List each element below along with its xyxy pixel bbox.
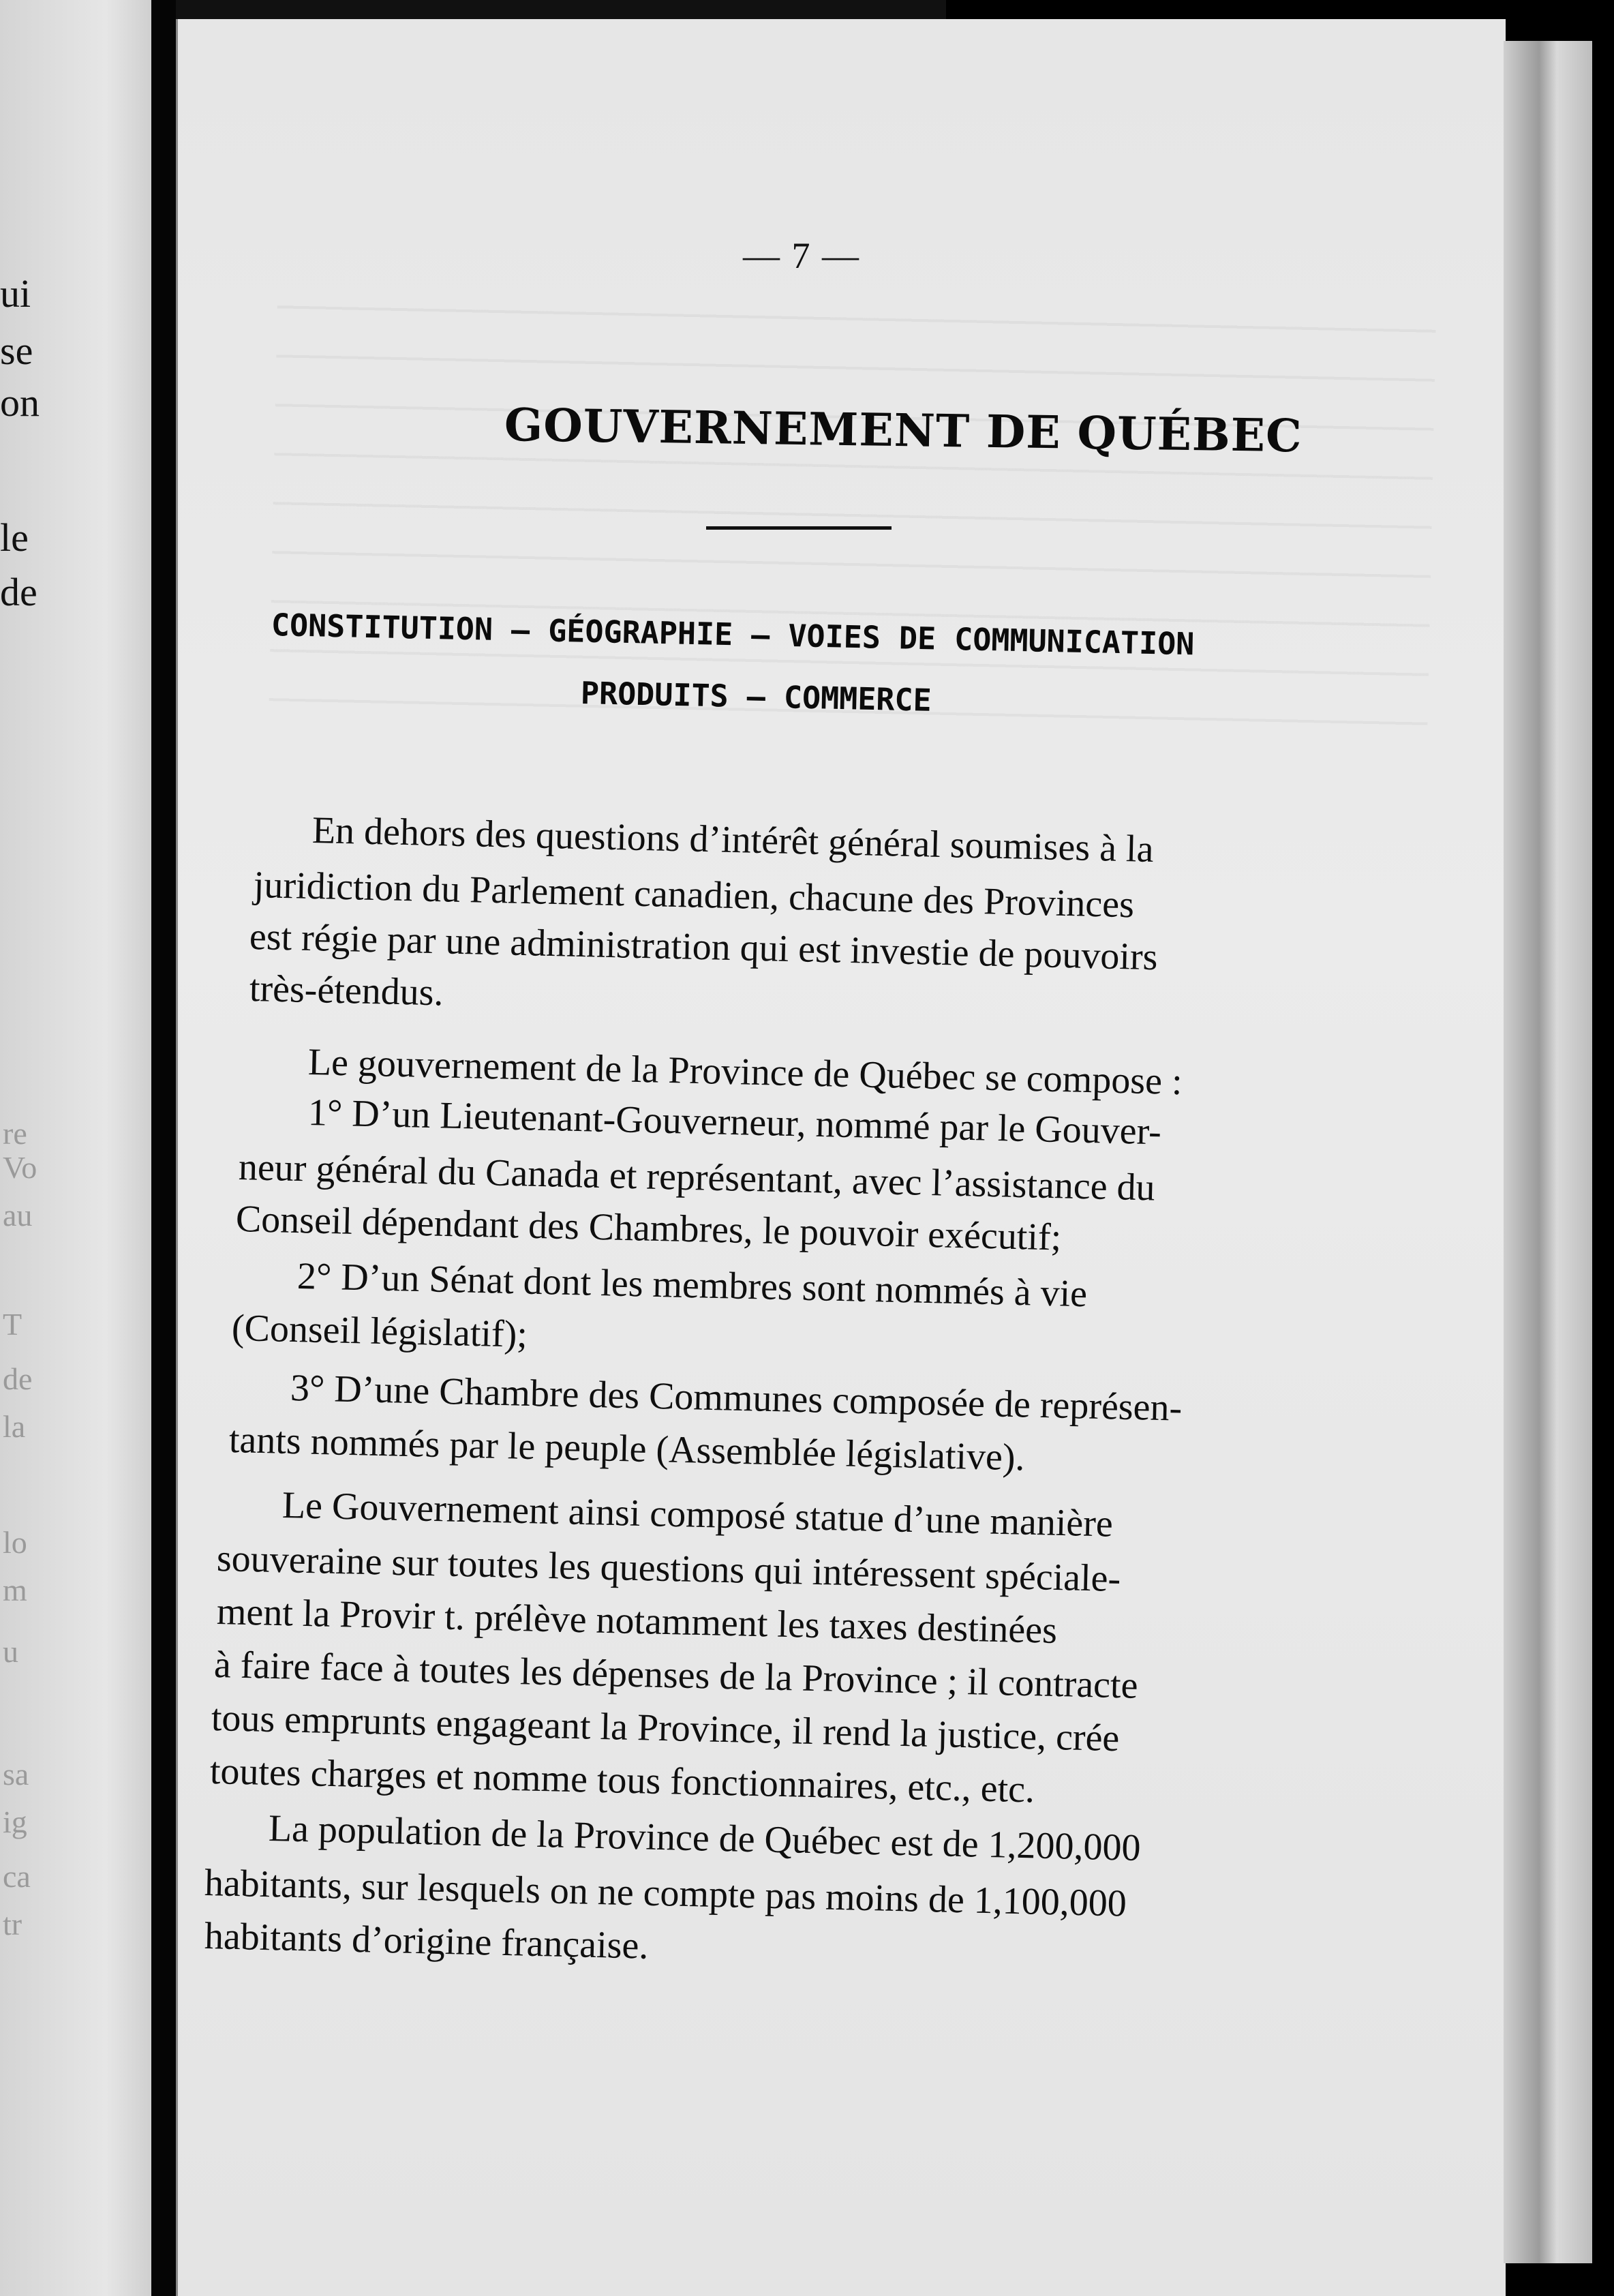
left-fragment: se — [0, 329, 33, 373]
body-line: Le gouvernement de la Province de Québec se compose : — [307, 1041, 1183, 1104]
page-number: — 7 — — [743, 235, 860, 276]
left-fragment: on — [0, 380, 40, 425]
body-line: tous emprunts engageant la Province, il rend la justice, crée — [211, 1697, 1121, 1760]
body-line: La population de la Province de Québec est de 1,200,000 — [268, 1807, 1142, 1870]
left-fragment: de — [0, 570, 37, 614]
body-line: Conseil dépendant des Chambres, le pouvoir exécutif; — [235, 1198, 1062, 1259]
left-faded-fragment: T — [3, 1307, 22, 1342]
left-fragment: le — [0, 515, 29, 560]
section-subheading-line2: PRODUITS — COMMERCE — [580, 675, 932, 719]
body-line: habitants d’origine française. — [204, 1915, 650, 1967]
left-faded-fragment: au — [3, 1198, 33, 1233]
previous-page-edge — [0, 0, 151, 2296]
body-line: juridiction du Parlement canadien, chacune des Provinces — [253, 864, 1135, 926]
left-faded-fragment: la — [3, 1409, 26, 1444]
left-faded-fragment: ca — [3, 1859, 31, 1894]
body-line: très-étendus. — [249, 967, 444, 1014]
left-faded-fragment: ig — [3, 1804, 27, 1839]
book-gutter — [151, 0, 176, 2296]
left-faded-fragment: m — [3, 1573, 27, 1607]
page-title: GOUVERNEMENT DE QUÉBEC — [504, 398, 1303, 463]
left-faded-fragment: de — [3, 1361, 33, 1396]
page-stack-edge — [1504, 41, 1592, 2263]
body-line: toutes charges et nomme tous fonctionnaires, etc., etc. — [209, 1750, 1035, 1811]
body-line: (Conseil législatif); — [231, 1307, 528, 1356]
body-line: En dehors des questions d’intérêt général soumises à la — [311, 809, 1155, 871]
body-line: neur général du Canada et représentant, avec l’assistance du — [238, 1146, 1156, 1209]
body-line: tants nommés par le peuple (Assemblée législative). — [228, 1419, 1026, 1479]
body-line: 3° D’une Chambre des Communes composée de représen- — [290, 1367, 1183, 1430]
show-through-texture — [269, 273, 1436, 733]
left-faded-fragment: tr — [3, 1907, 22, 1942]
body-line: à faire face à toutes les dépenses de la Province ; il contracte — [213, 1644, 1139, 1707]
body-line: Le Gouvernement ainsi composé statue d’une manière — [281, 1484, 1114, 1545]
section-subheading-line1: CONSTITUTION — GÉOGRAPHIE — VOIES DE COMMUNICATION — [271, 607, 1195, 663]
left-faded-fragment: sa — [3, 1757, 29, 1792]
scan-border-top — [176, 0, 946, 20]
body-line: ment la Provir t. prélève notamment les taxes destinées — [216, 1590, 1058, 1652]
body-line: habitants, sur lesquels on ne compte pas moins de 1,100,000 — [204, 1862, 1127, 1925]
left-faded-fragment: re — [3, 1116, 27, 1151]
left-faded-fragment: Vo — [3, 1150, 37, 1185]
body-line: souveraine sur toutes les questions qui intéressent spéciale- — [216, 1537, 1121, 1601]
title-rule — [706, 526, 892, 530]
left-faded-fragment: u — [3, 1634, 18, 1669]
left-fragment: ui — [0, 271, 31, 316]
left-faded-fragment: lo — [3, 1525, 27, 1560]
body-line: 2° D’un Sénat dont les membres sont nommés à vie — [296, 1255, 1088, 1316]
body-line: 1° D’un Lieutenant-Gouverneur, nommé par le Gouver- — [307, 1091, 1162, 1153]
body-line: est régie par une administration qui est investie de pouvoirs — [249, 916, 1159, 979]
